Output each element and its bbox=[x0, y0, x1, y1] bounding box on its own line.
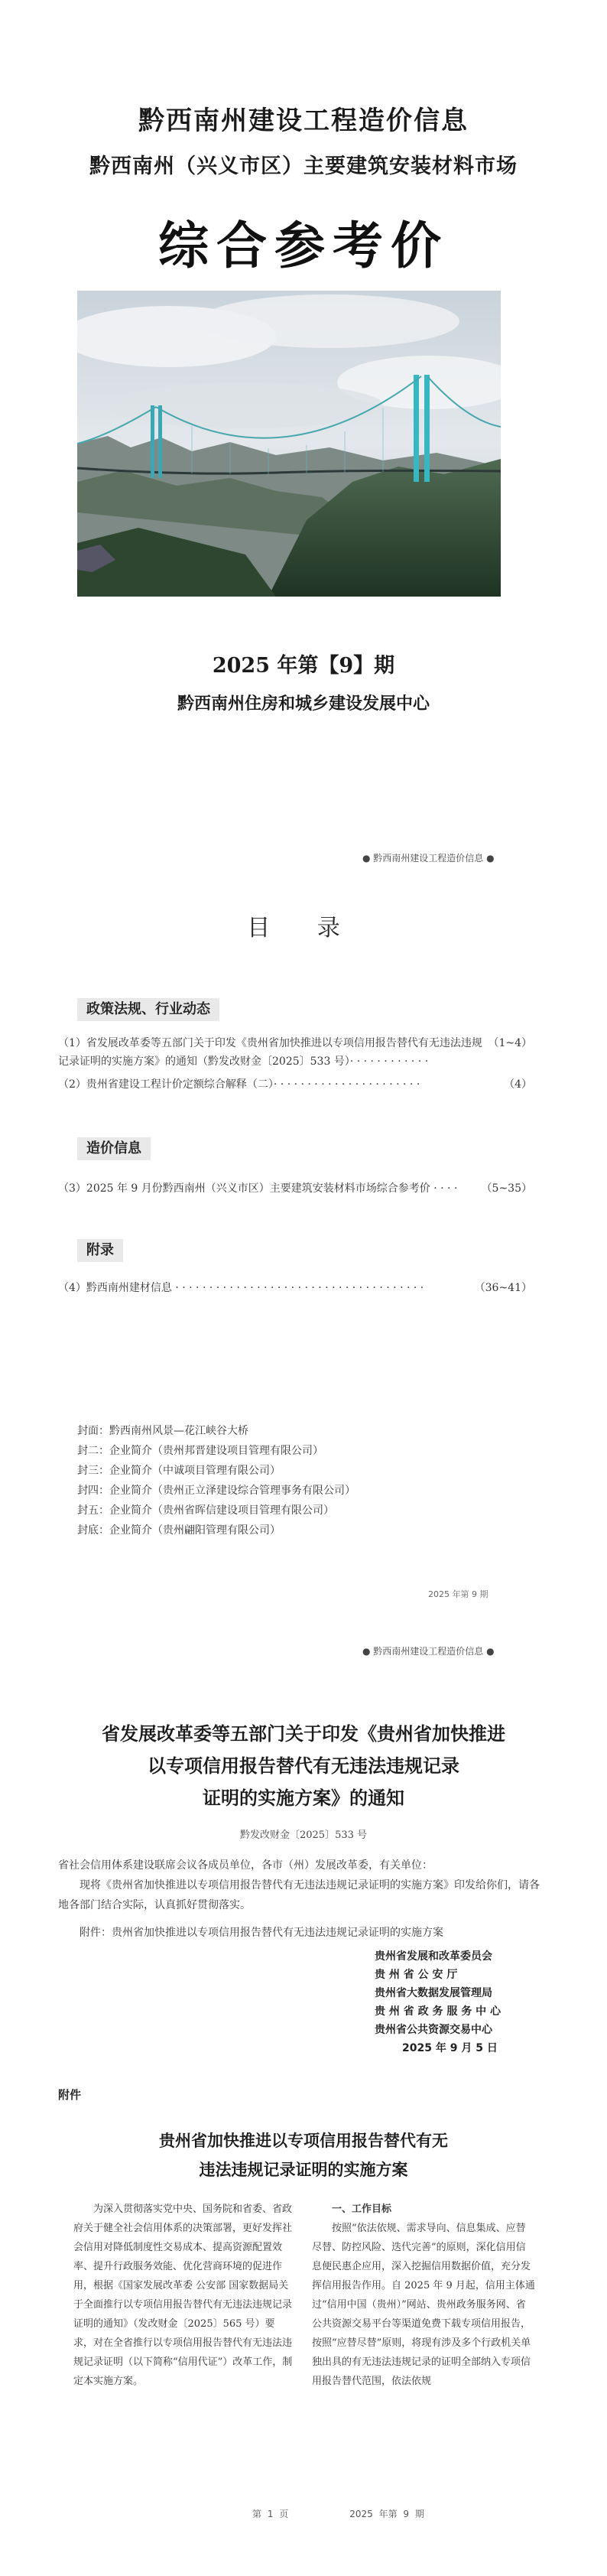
document-number: 黔发改财金〔2025〕533 号 bbox=[239, 1830, 368, 1841]
cover-credits bbox=[77, 1421, 355, 1540]
footer-page-number: 第 1 页 bbox=[252, 2509, 289, 2519]
toc-title: 目 录 bbox=[247, 915, 360, 942]
page-footer bbox=[252, 2507, 424, 2520]
toc-item-text: （2）贵州省建设工程计价定额综合解释（二）· · · · · · · · · · · · · · · · · · · · · · bbox=[58, 1078, 420, 1091]
cover-photo-bridge bbox=[77, 291, 501, 597]
section-heading: 一、工作目标 bbox=[332, 2204, 392, 2215]
article-title-line: 省发展改革委等五部门关于印发《贵州省加快推进 bbox=[102, 1722, 505, 1745]
issuer: 贵 州 省 政 务 服 务 中 心 bbox=[375, 2005, 501, 2018]
toc-item-page: （5~35） bbox=[481, 1182, 532, 1195]
toc-item-text: （3）2025 年 9 月份黔西南州（兴义市区）主要建筑安装材料市场综合参考价 · · · · bbox=[58, 1182, 458, 1195]
issuer: 贵州省大数据发展管理局 bbox=[375, 1987, 492, 1999]
credit-line: 封面：黔西南州风景—花江峡谷大桥 bbox=[77, 1425, 248, 1437]
cover-publisher: 黔西南州住房和城乡建设发展中心 bbox=[177, 694, 430, 714]
issuer: 贵州省发展和改革委员会 bbox=[375, 1950, 492, 1963]
article-title-line: 以专项信用报告替代有无违法违规记录 bbox=[148, 1755, 459, 1777]
attachment-left-column: 为深入贯彻落实党中央、国务院和省委、省政府关于健全社会信用体系的决策部署，更好发挥社会信用对降低制度性交易成本、提高资源配置效率、提升行政服务效能、优化营商环境的促进作用，根据《国家发展改革委 公安部 国家数据局关于全面推行以专项信用报告替代有无违法违规记录证明的通知》（发改财金〔2025〕565 号）要求，对在全省推行以专项信用报告替代有无违法违规记录证明（以下简称“信用代证”）改革工作，制定本实施方案。 bbox=[73, 2204, 293, 2387]
attachment-title-line: 违法违规记录证明的实施方案 bbox=[199, 2160, 408, 2179]
toc-item-page: （36~41） bbox=[474, 1282, 532, 1294]
credit-line: 封四：企业简介（贵州正立泽建设综合管理事务有限公司） bbox=[77, 1485, 355, 1497]
credit-line: 封三：企业简介（中诚项目管理有限公司） bbox=[77, 1465, 281, 1477]
article-title-line: 证明的实施方案》的通知 bbox=[203, 1787, 404, 1809]
running-header: ● 黔西南州建设工程造价信息 ● bbox=[362, 1646, 495, 1657]
credit-line: 封底：企业简介（贵州翩阳管理有限公司） bbox=[77, 1524, 281, 1537]
attachment-title bbox=[0, 2126, 607, 2184]
cover-issue: 2025 年第【9】期 bbox=[212, 654, 395, 678]
toc-item-1[interactable] bbox=[58, 1034, 532, 1071]
issue-label: 2025 年第 9 期 bbox=[428, 1589, 489, 1599]
salutation: 省社会信用体系建设联席会议各成员单位，各市（州）发展改革委，有关单位： bbox=[58, 1859, 433, 1872]
credit-line: 封五：企业简介（贵州省晖信建设项目管理有限公司） bbox=[77, 1504, 334, 1517]
article-title bbox=[0, 1718, 607, 1814]
cover-title-line2: 黔西南州（兴义市区）主要建筑安装材料市场 bbox=[89, 154, 518, 178]
toc-section-heading: 造价信息 bbox=[77, 1137, 151, 1160]
toc-item-page: （4） bbox=[504, 1078, 532, 1091]
running-header: ● 黔西南州建设工程造价信息 ● bbox=[362, 853, 495, 864]
section-body: 按照“依法依规、需求导向、信息集成、应替尽替、防控风险、迭代完善”的原则，深化信用信息便民惠企应用，深入挖掘信用数据价值，充分发挥信用报告作用。自 2025 年 9 月起，信用主体通过“信用中国（贵州）”网站、贵州政务服务网、省公共资源交易平台等渠道免费下载专项信用报告，按照“应替尽替”原则，将现有涉及多个行政机关单独出具的有无违法违规记录的证明全部纳入专项信用报告替代范围，依法依规 bbox=[312, 2223, 535, 2387]
toc-item-text: （4）黔西南州建材信息 · · · · · · · · · · · · · · · · · · · · · · · · · · · · · · · · · · · · · bbox=[58, 1282, 424, 1294]
toc-item-page: （1~4） bbox=[488, 1037, 532, 1049]
footer-issue: 2025 年第 9 期 bbox=[349, 2509, 424, 2519]
attachment-right-column bbox=[312, 2200, 535, 2391]
issuing-agencies bbox=[375, 1947, 501, 2057]
toc-section-heading: 政策法规、行业动态 bbox=[77, 998, 219, 1021]
issuer: 贵 州 省 公 安 厅 bbox=[375, 1969, 458, 1981]
attachment-title-line: 贵州省加快推进以专项信用报告替代有无 bbox=[159, 2131, 448, 2150]
toc-section-heading: 附录 bbox=[77, 1239, 123, 1262]
credit-line: 封二：企业简介（贵州邦晋建设项目管理有限公司） bbox=[77, 1445, 323, 1457]
toc-item-3[interactable] bbox=[58, 1179, 532, 1198]
toc-item-text: （1）省发展改革委等五部门关于印发《贵州省加快推进以专项信用报告替代有无违法违规记录证明的实施方案》的通知（黔发改财金〔2025〕533 号）· · · · · · · · · · · · bbox=[58, 1037, 482, 1068]
notice-body: 现将《贵州省加快推进以专项信用报告替代有无违法违规记录证明的实施方案》印发给你们，请各地各部门结合实际，认真抓好贯彻落实。 bbox=[58, 1879, 540, 1911]
cover-title-big: 综合参考价 bbox=[158, 216, 449, 275]
attachment-label: 附件 bbox=[58, 2088, 82, 2102]
cover-title-line1: 黔西南州建设工程造价信息 bbox=[138, 106, 469, 136]
issuer: 贵州省公共资源交易中心 bbox=[375, 2024, 492, 2036]
toc-item-4[interactable] bbox=[58, 1279, 532, 1297]
attachment-line: 附件：贵州省加快推进以专项信用报告替代有无违法违规记录证明的实施方案 bbox=[80, 1927, 443, 1939]
toc-item-2[interactable] bbox=[58, 1075, 532, 1094]
issue-date: 2025 年 9 月 5 日 bbox=[402, 2042, 498, 2054]
